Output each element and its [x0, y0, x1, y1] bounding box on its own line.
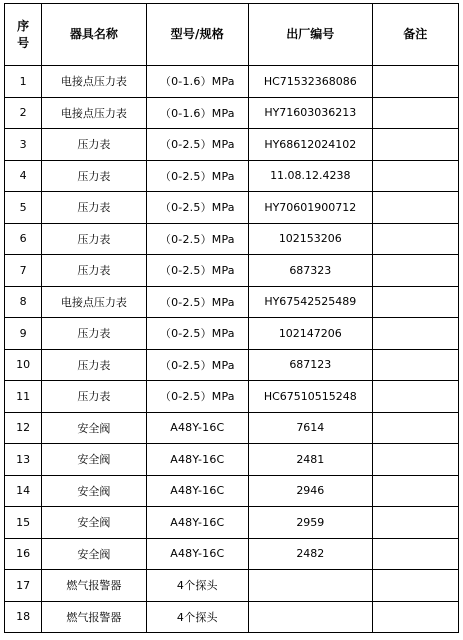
- cell-model-spec: 4个探头: [146, 601, 248, 633]
- cell-instrument-name: 安全阀: [42, 475, 146, 507]
- cell-model-spec: A48Y-16C: [146, 475, 248, 507]
- cell-serial-number: 102153206: [249, 223, 373, 255]
- table-row: [5, 255, 459, 287]
- cell-model-spec: （0-2.5）MPa: [146, 318, 248, 350]
- table-row: [5, 286, 459, 318]
- cell-serial-number: 102147206: [249, 318, 373, 350]
- cell-model-spec: （0-2.5）MPa: [146, 160, 248, 192]
- cell-seq: 5: [5, 192, 42, 224]
- cell-serial-number: HY70601900712: [249, 192, 373, 224]
- cell-instrument-name: 电接点压力表: [42, 66, 146, 98]
- cell-seq: 14: [5, 475, 42, 507]
- header-model-spec: 型号/规格: [146, 4, 248, 66]
- header-serial-number: 出厂编号: [249, 4, 373, 66]
- table-row: [5, 192, 459, 224]
- cell-serial-number: 2481: [249, 444, 373, 476]
- cell-remarks: [372, 381, 458, 413]
- cell-instrument-name: 压力表: [42, 160, 146, 192]
- cell-remarks: [372, 97, 458, 129]
- cell-instrument-name: 压力表: [42, 192, 146, 224]
- cell-remarks: [372, 444, 458, 476]
- header-remarks: 备注: [372, 4, 458, 66]
- cell-instrument-name: 压力表: [42, 381, 146, 413]
- cell-seq: 18: [5, 601, 42, 633]
- cell-remarks: [372, 66, 458, 98]
- cell-instrument-name: 燃气报警器: [42, 570, 146, 602]
- cell-instrument-name: 压力表: [42, 318, 146, 350]
- table-row: [5, 475, 459, 507]
- cell-remarks: [372, 318, 458, 350]
- table-row: [5, 129, 459, 161]
- cell-remarks: [372, 255, 458, 287]
- table-row: [5, 97, 459, 129]
- cell-seq: 3: [5, 129, 42, 161]
- cell-serial-number: [249, 570, 373, 602]
- table-row: [5, 570, 459, 602]
- header-instrument-name: 器具名称: [42, 4, 146, 66]
- cell-seq: 16: [5, 538, 42, 570]
- cell-remarks: [372, 349, 458, 381]
- cell-model-spec: A48Y-16C: [146, 538, 248, 570]
- table-row: [5, 318, 459, 350]
- cell-seq: 4: [5, 160, 42, 192]
- cell-remarks: [372, 286, 458, 318]
- table-row: [5, 66, 459, 98]
- table-row: [5, 223, 459, 255]
- cell-instrument-name: 电接点压力表: [42, 97, 146, 129]
- cell-seq: 17: [5, 570, 42, 602]
- table-row: [5, 444, 459, 476]
- cell-model-spec: （0-2.5）MPa: [146, 223, 248, 255]
- cell-serial-number: HC71532368086: [249, 66, 373, 98]
- cell-remarks: [372, 570, 458, 602]
- cell-model-spec: （0-2.5）MPa: [146, 349, 248, 381]
- cell-seq: 7: [5, 255, 42, 287]
- cell-serial-number: 687123: [249, 349, 373, 381]
- table-row: [5, 538, 459, 570]
- cell-remarks: [372, 129, 458, 161]
- cell-instrument-name: 安全阀: [42, 444, 146, 476]
- cell-seq: 1: [5, 66, 42, 98]
- cell-seq: 12: [5, 412, 42, 444]
- cell-remarks: [372, 223, 458, 255]
- cell-model-spec: （0-1.6）MPa: [146, 66, 248, 98]
- table-row: [5, 412, 459, 444]
- cell-serial-number: [249, 601, 373, 633]
- cell-remarks: [372, 192, 458, 224]
- cell-serial-number: 2959: [249, 507, 373, 539]
- cell-instrument-name: 压力表: [42, 129, 146, 161]
- instrument-table: [4, 3, 459, 633]
- cell-remarks: [372, 507, 458, 539]
- cell-model-spec: （0-2.5）MPa: [146, 381, 248, 413]
- cell-seq: 13: [5, 444, 42, 476]
- cell-serial-number: 687323: [249, 255, 373, 287]
- cell-seq: 9: [5, 318, 42, 350]
- cell-seq: 8: [5, 286, 42, 318]
- cell-instrument-name: 压力表: [42, 349, 146, 381]
- cell-instrument-name: 安全阀: [42, 507, 146, 539]
- cell-model-spec: （0-2.5）MPa: [146, 129, 248, 161]
- table-row: [5, 349, 459, 381]
- cell-model-spec: A48Y-16C: [146, 507, 248, 539]
- cell-seq: 11: [5, 381, 42, 413]
- table-body: [5, 66, 459, 633]
- cell-serial-number: HY71603036213: [249, 97, 373, 129]
- header-row: [5, 4, 459, 66]
- cell-instrument-name: 电接点压力表: [42, 286, 146, 318]
- cell-remarks: [372, 475, 458, 507]
- cell-seq: 2: [5, 97, 42, 129]
- cell-remarks: [372, 160, 458, 192]
- cell-serial-number: 2946: [249, 475, 373, 507]
- cell-model-spec: （0-1.6）MPa: [146, 97, 248, 129]
- header-seq: 序 号: [5, 4, 42, 66]
- cell-instrument-name: 压力表: [42, 223, 146, 255]
- cell-model-spec: A48Y-16C: [146, 444, 248, 476]
- cell-seq: 10: [5, 349, 42, 381]
- cell-model-spec: A48Y-16C: [146, 412, 248, 444]
- table-row: [5, 507, 459, 539]
- cell-serial-number: HC67510515248: [249, 381, 373, 413]
- cell-instrument-name: 安全阀: [42, 412, 146, 444]
- cell-remarks: [372, 601, 458, 633]
- table-row: [5, 160, 459, 192]
- cell-serial-number: 2482: [249, 538, 373, 570]
- cell-serial-number: HY68612024102: [249, 129, 373, 161]
- cell-remarks: [372, 412, 458, 444]
- table-row: [5, 381, 459, 413]
- table-row: [5, 601, 459, 633]
- cell-serial-number: 7614: [249, 412, 373, 444]
- cell-instrument-name: 燃气报警器: [42, 601, 146, 633]
- cell-remarks: [372, 538, 458, 570]
- cell-serial-number: HY67542525489: [249, 286, 373, 318]
- cell-model-spec: 4个探头: [146, 570, 248, 602]
- cell-seq: 6: [5, 223, 42, 255]
- cell-model-spec: （0-2.5）MPa: [146, 192, 248, 224]
- cell-seq: 15: [5, 507, 42, 539]
- cell-serial-number: 11.08.12.4238: [249, 160, 373, 192]
- cell-model-spec: （0-2.5）MPa: [146, 286, 248, 318]
- cell-instrument-name: 安全阀: [42, 538, 146, 570]
- cell-model-spec: （0-2.5）MPa: [146, 255, 248, 287]
- cell-instrument-name: 压力表: [42, 255, 146, 287]
